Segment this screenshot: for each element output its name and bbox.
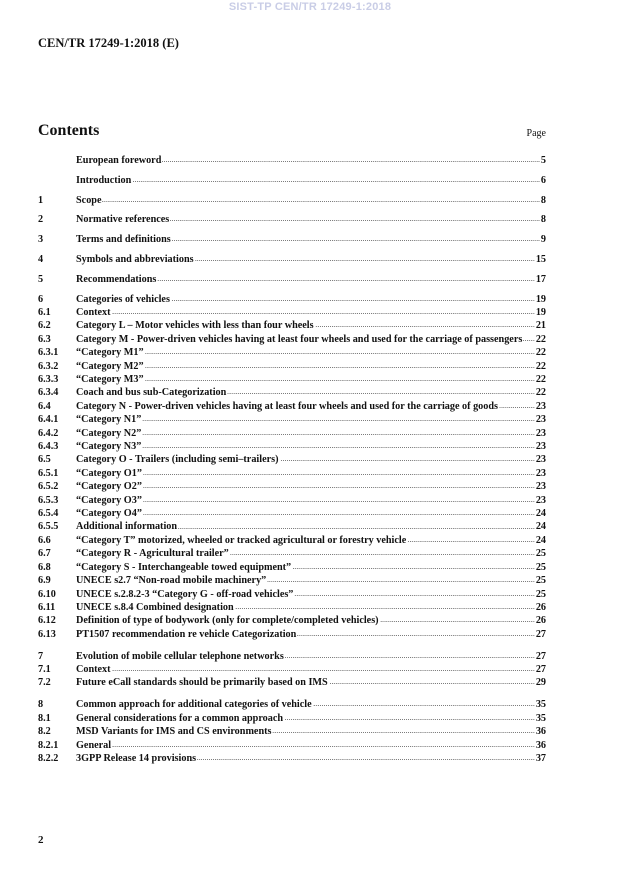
toc-entry[interactable]: [38, 698, 546, 711]
toc-entry-page: 23: [535, 454, 546, 466]
toc-entry[interactable]: [38, 650, 546, 663]
toc-entry-page: 23: [535, 400, 546, 412]
toc-entry[interactable]: [38, 547, 546, 560]
toc-entry-title: “Category N2”: [76, 427, 142, 439]
watermark: SIST-TP CEN/TR 17249-1:2018: [228, 1, 392, 13]
toc-entry-title-wrap: [76, 427, 546, 440]
toc-entry-page: 6: [540, 174, 546, 186]
toc-entry[interactable]: [38, 601, 546, 614]
toc-entry[interactable]: [38, 520, 546, 533]
toc-entry-page: 35: [535, 712, 546, 724]
toc-entry-title: Coach and bus sub-Categorization: [76, 387, 227, 399]
toc-entry[interactable]: [38, 663, 546, 676]
toc-entry-number: 7.2: [38, 677, 51, 689]
toc-group: [38, 293, 546, 642]
toc-group: [38, 273, 546, 286]
toc-entry-title: General: [76, 739, 112, 751]
toc-entry-number: 7.1: [38, 664, 51, 676]
toc-entry-title: “Category N3”: [76, 441, 142, 453]
toc-entry-page: 37: [535, 752, 546, 764]
toc-entry-title: Scope: [76, 194, 102, 206]
toc-entry-title: Evolution of mobile cellular telephone networks: [76, 650, 284, 662]
toc-entry-page: 24: [535, 508, 546, 520]
toc-entry-title-wrap: [76, 213, 546, 226]
toc-entry-title: Category N - Power-driven vehicles having at least four wheels and used for the carriage of goods: [76, 400, 498, 412]
toc-entry[interactable]: [38, 400, 546, 413]
page-column-label: Page: [526, 128, 546, 139]
toc-entry-number: 1: [38, 194, 44, 206]
toc-entry-title: Context: [76, 306, 111, 318]
toc-entry-page: 23: [535, 427, 546, 439]
toc-entry-title-wrap: [76, 319, 546, 332]
toc-entry-page: 29: [535, 677, 546, 689]
toc-entry[interactable]: [38, 194, 546, 207]
toc-entry[interactable]: [38, 712, 546, 725]
toc-entry-number: 6: [38, 293, 44, 305]
toc-entry-page: 22: [535, 360, 546, 372]
toc-entry-number: 6.11: [38, 601, 56, 613]
toc-entry-number: 6.5.5: [38, 521, 59, 533]
toc-entry[interactable]: [38, 507, 546, 520]
toc-entry-title: Category O - Trailers (including semi–trailers): [76, 454, 279, 466]
toc-entry[interactable]: [38, 453, 546, 466]
toc-entry-page: 22: [535, 347, 546, 359]
toc-entry-title: “Category M3”: [76, 374, 144, 386]
toc-entry-title-wrap: [76, 333, 546, 346]
toc-entry-title: “Category O2”: [76, 481, 142, 493]
toc-entry-title-wrap: [76, 698, 546, 711]
toc-entry-title-wrap: [76, 574, 546, 587]
toc-entry-page: 19: [535, 306, 546, 318]
toc-entry-title-wrap: [76, 547, 546, 560]
toc-entry-page: 15: [535, 253, 546, 265]
toc-entry-page: 27: [535, 664, 546, 676]
toc-entry-number: 6.4.3: [38, 441, 59, 453]
toc-entry-title: Additional information: [76, 521, 178, 533]
toc-entry[interactable]: [38, 333, 546, 346]
toc-entry[interactable]: [38, 360, 546, 373]
toc-entry-number: 4: [38, 253, 44, 265]
toc-entry-title: 3GPP Release 14 provisions: [76, 752, 197, 764]
toc-entry-title-wrap: [76, 739, 546, 752]
toc-entry-number: 6.6: [38, 534, 51, 546]
toc-entry-title-wrap: [76, 253, 546, 266]
toc-entry-title-wrap: [76, 440, 546, 453]
toc-entry-page: 25: [535, 588, 546, 600]
toc-entry-number: 6.5.2: [38, 481, 59, 493]
toc-entry-page: 23: [535, 494, 546, 506]
toc-entry[interactable]: [38, 253, 546, 266]
toc-entry-number: 6.7: [38, 548, 51, 560]
toc-entry-page: 25: [535, 575, 546, 587]
toc-entry-title-wrap: [76, 346, 546, 359]
toc-entry-page: 5: [540, 155, 546, 166]
toc-entry-page: 8: [540, 214, 546, 226]
toc-entry-title-wrap: [76, 494, 546, 507]
toc-group: [38, 698, 546, 765]
toc-entry[interactable]: [38, 319, 546, 332]
toc-entry-number: 6.1: [38, 306, 51, 318]
toc-group: [38, 194, 546, 207]
toc-entry-title: Categories of vehicles: [76, 293, 170, 305]
toc-entry-page: 21: [535, 320, 546, 332]
toc-entry-number: 6.4.2: [38, 427, 59, 439]
toc-entry-page: 22: [535, 374, 546, 386]
toc-entry[interactable]: [38, 467, 546, 480]
toc-entry-title: “Category N1”: [76, 414, 142, 426]
toc-entry-title-wrap: [76, 453, 546, 466]
toc-entry-title: PT1507 recommendation re vehicle Categorization: [76, 628, 297, 640]
toc-entry-title: UNECE s.2.8.2-3 “Category G - off-road vehicles”: [76, 588, 294, 600]
toc-entry-page: 27: [535, 650, 546, 662]
toc-entry-title-wrap: [76, 663, 546, 676]
toc-entry[interactable]: [38, 273, 546, 286]
toc-entry-title-wrap: [76, 650, 546, 663]
toc-entry-title-wrap: [76, 273, 546, 286]
toc-entry[interactable]: [38, 725, 546, 738]
toc-entry[interactable]: [38, 588, 546, 601]
toc-group: [38, 213, 546, 226]
toc-group: [38, 154, 546, 167]
toc-entry[interactable]: [38, 427, 546, 440]
toc-entry[interactable]: [38, 346, 546, 359]
toc-entry-title: MSD Variants for IMS and CS environments: [76, 726, 272, 738]
toc-entry[interactable]: [38, 440, 546, 453]
toc-group: [38, 650, 546, 690]
toc-entry-number: 8.2.1: [38, 739, 59, 751]
toc-entry-title-wrap: [76, 725, 546, 738]
toc-entry-title: General considerations for a common approach: [76, 712, 284, 724]
toc-entry-number: 6.13: [38, 628, 56, 640]
toc-entry-title: Context: [76, 664, 111, 676]
toc-entry-title: “Category R - Agricultural trailer”: [76, 548, 229, 560]
toc-entry-number: 6.3: [38, 333, 51, 345]
toc-entry-title: “Category O1”: [76, 467, 142, 479]
toc-entry[interactable]: [38, 233, 546, 246]
page-number: 2: [38, 834, 44, 846]
toc-entry-number: 6.8: [38, 561, 51, 573]
toc-entry-page: 35: [535, 699, 546, 711]
document-id-header: CEN/TR 17249-1:2018 (E): [38, 36, 179, 50]
toc-entry-title: “Category O4”: [76, 508, 142, 520]
toc-entry-title-wrap: [76, 293, 546, 306]
toc-entry-page: 17: [535, 273, 546, 285]
toc-entry-title-wrap: [76, 233, 546, 246]
toc-entry[interactable]: [38, 494, 546, 507]
toc-entry-number: 2: [38, 214, 44, 226]
toc-entry[interactable]: [38, 752, 546, 765]
toc-entry-title: “Category S - Interchangeable towed equipment”: [76, 561, 292, 573]
toc-entry-title: European foreword: [76, 155, 162, 166]
toc-entry-title: Terms and definitions: [76, 234, 171, 246]
toc-entry-title-wrap: [76, 561, 546, 574]
toc-entry-page: 36: [535, 739, 546, 751]
toc-entry-page: 9: [540, 234, 546, 246]
toc-entry-title: “Category M2”: [76, 360, 144, 372]
toc-entry-title-wrap: [76, 628, 546, 641]
toc-entry-title-wrap: [76, 373, 546, 386]
toc-entry-title: Symbols and abbreviations: [76, 253, 194, 265]
toc-entry-title: Recommendations: [76, 273, 157, 285]
toc-entry-title-wrap: [76, 712, 546, 725]
toc-group: [38, 253, 546, 266]
contents-heading: Contents: [38, 122, 100, 139]
toc-entry-title: UNECE s2.7 “Non-road mobile machinery”: [76, 575, 267, 587]
toc-entry-title: Future eCall standards should be primarily based on IMS: [76, 677, 328, 689]
toc-entry-title: Definition of type of bodywork (only for complete/completed vehicles): [76, 615, 379, 627]
toc-entry-number: 8.1: [38, 712, 51, 724]
toc-entry[interactable]: [38, 386, 546, 399]
toc-entry-title-wrap: [76, 306, 546, 319]
toc-entry-page: 23: [535, 414, 546, 426]
toc-entry-number: 6.3.1: [38, 347, 59, 359]
toc-entry-number: 6.5: [38, 454, 51, 466]
toc-entry[interactable]: [38, 413, 546, 426]
toc-entry-number: 6.4.1: [38, 414, 59, 426]
toc-group: [38, 174, 546, 187]
toc-entry-title-wrap: [76, 467, 546, 480]
toc-entry[interactable]: [38, 614, 546, 627]
toc-entry[interactable]: [38, 480, 546, 493]
toc-entry[interactable]: [38, 373, 546, 386]
toc-entry-title: “Category O3”: [76, 494, 142, 506]
toc-entry[interactable]: [38, 154, 546, 167]
toc-entry-title-wrap: [76, 480, 546, 493]
toc-entry-number: 6.5.4: [38, 508, 59, 520]
toc-entry-title: “Category T” motorized, wheeled or tracked agricultural or forestry vehicle: [76, 534, 407, 546]
toc-entry-number: 6.5.3: [38, 494, 59, 506]
toc-entry-page: 25: [535, 548, 546, 560]
toc-entry-number: 6.12: [38, 615, 56, 627]
toc-entry-number: 6.9: [38, 575, 51, 587]
toc-entry[interactable]: [38, 213, 546, 226]
toc-entry[interactable]: [38, 676, 546, 689]
toc-entry-page: 23: [535, 467, 546, 479]
toc-entry-title-wrap: [76, 154, 546, 167]
toc-entry-page: 27: [535, 628, 546, 640]
toc-entry-title: Category L – Motor vehicles with less than four wheels: [76, 320, 314, 332]
toc-entry-title: Introduction: [76, 174, 132, 186]
toc-entry-title-wrap: [76, 413, 546, 426]
toc-entry[interactable]: [38, 293, 546, 306]
toc-entry[interactable]: [38, 628, 546, 641]
toc-entry-title-wrap: [76, 194, 546, 207]
toc-entry-title: “Category M1”: [76, 347, 144, 359]
toc-entry-number: 6.2: [38, 320, 51, 332]
toc-entry-title: Common approach for additional categories of vehicle: [76, 699, 312, 711]
toc-entry-title: UNECE s.8.4 Combined designation: [76, 601, 234, 613]
toc-entry-title-wrap: [76, 174, 546, 187]
toc-entry[interactable]: [38, 306, 546, 319]
toc-entry-title-wrap: [76, 386, 546, 399]
toc-entry-page: 36: [535, 726, 546, 738]
toc-entry[interactable]: [38, 174, 546, 187]
toc-group: [38, 233, 546, 246]
toc-entry[interactable]: [38, 574, 546, 587]
toc-entry-number: 6.3.4: [38, 387, 59, 399]
toc-entry-page: 26: [535, 601, 546, 613]
toc-entry-number: 6.3.3: [38, 374, 59, 386]
toc-entry-number: 8.2: [38, 726, 51, 738]
toc-entry-title-wrap: [76, 614, 546, 627]
toc-entry-number: 6.10: [38, 588, 56, 600]
toc-entry-title: Category M - Power-driven vehicles having at least four wheels and used for the carriage of passengers: [76, 333, 523, 345]
toc-entry-number: 3: [38, 234, 44, 246]
toc-entry-page: 8: [540, 194, 546, 206]
toc-entry-page: 23: [535, 441, 546, 453]
toc-entry[interactable]: [38, 739, 546, 752]
toc-entry-title-wrap: [76, 534, 546, 547]
toc-entry-page: 22: [535, 387, 546, 399]
toc-entry-number: 6.3.2: [38, 360, 59, 372]
toc-entry-page: 24: [535, 534, 546, 546]
table-of-contents: [38, 154, 546, 765]
toc-entry-number: 6.4: [38, 400, 51, 412]
toc-entry-title-wrap: [76, 601, 546, 614]
toc-entry-page: 19: [535, 293, 546, 305]
toc-entry-page: 23: [535, 481, 546, 493]
toc-entry-number: 8: [38, 699, 44, 711]
toc-entry-page: 24: [535, 521, 546, 533]
toc-entry-title-wrap: [76, 360, 546, 373]
toc-entry-title-wrap: [76, 752, 546, 765]
toc-entry-page: 26: [535, 615, 546, 627]
toc-entry-title-wrap: [76, 588, 546, 601]
toc-entry-number: 7: [38, 650, 44, 662]
toc-entry-number: 8.2.2: [38, 752, 59, 764]
toc-entry-number: 6.5.1: [38, 467, 59, 479]
toc-entry-title-wrap: [76, 676, 546, 689]
toc-entry[interactable]: [38, 561, 546, 574]
toc-entry-number: 5: [38, 273, 44, 285]
toc-entry[interactable]: [38, 534, 546, 547]
toc-entry-page: 22: [535, 333, 546, 345]
toc-entry-title-wrap: [76, 400, 546, 413]
toc-entry-title: Normative references: [76, 214, 170, 226]
toc-entry-title-wrap: [76, 507, 546, 520]
toc-entry-title-wrap: [76, 520, 546, 533]
toc-entry-page: 25: [535, 561, 546, 573]
